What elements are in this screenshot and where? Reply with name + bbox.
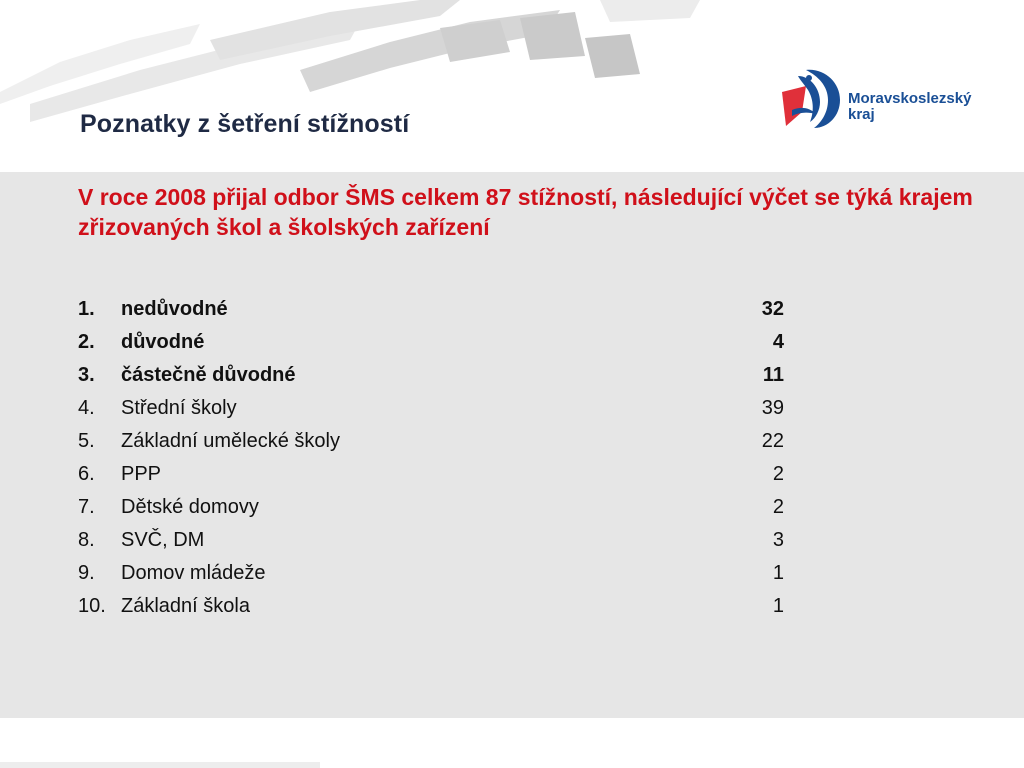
list-item-number: 6. [78, 463, 95, 485]
list-item-label: PPP [121, 463, 162, 485]
list-item-number: 4. [78, 397, 95, 419]
list-item-number: 5. [78, 430, 95, 452]
list-item-value: 11 [762, 364, 784, 386]
list-item-number: 2. [78, 331, 95, 353]
list-item-label: Střední školy [121, 397, 237, 419]
list-item-label: Domov mládeže [121, 562, 266, 584]
list-item-number: 9. [78, 562, 95, 584]
list-item [78, 293, 784, 326]
list-item-number: 1. [78, 298, 95, 320]
list-item-label: SVČ, DM [121, 529, 205, 551]
logo-text [848, 91, 971, 123]
list-item [78, 359, 784, 392]
list-item [78, 425, 784, 458]
list-item [78, 392, 784, 425]
logo [776, 66, 996, 132]
list-item [78, 491, 784, 524]
list-item-value: 22 [761, 430, 784, 452]
list-item [78, 326, 784, 359]
list-item-value: 39 [761, 397, 784, 419]
list-item-number: 3. [78, 364, 95, 386]
list-item-value: 3 [772, 529, 784, 551]
list-item-number: 7. [78, 496, 95, 518]
moravskoslezsky-kraj-emblem-icon [776, 66, 846, 132]
slide-title: Poznatky z šetření stížností [80, 110, 410, 138]
logo-text-line2: kraj [848, 106, 875, 123]
list-item-number: 10. [78, 595, 106, 617]
list-item-number: 8. [78, 529, 95, 551]
list-item-value: 2 [772, 496, 784, 518]
list-item-value: 1 [772, 595, 784, 617]
list-item [78, 590, 784, 623]
header-decoration [0, 0, 700, 172]
slide-footer [0, 718, 1024, 768]
complaints-list [78, 293, 784, 623]
list-item-value: 32 [761, 298, 784, 320]
slide-content [0, 172, 1024, 718]
list-item-label: Základní umělecké školy [121, 430, 340, 452]
list-item-label: Dětské domovy [121, 496, 259, 518]
list-item-value: 1 [772, 562, 784, 584]
list-item-label: Základní škola [121, 595, 250, 617]
logo-text-line1: Moravskoslezský [848, 90, 972, 107]
list-item [78, 557, 784, 590]
list-item-label: nedůvodné [121, 298, 228, 320]
list-item [78, 524, 784, 557]
footer-divider [0, 762, 320, 768]
list-item-value: 4 [772, 331, 784, 353]
slide-subtitle: V roce 2008 přijal odbor ŠMS celkem 87 stížností, následující výčet se týká krajem zřizovaných škol a školských zařízení [78, 184, 973, 240]
list-item-value: 2 [772, 463, 784, 485]
slide-header [0, 0, 1024, 172]
list-item-label: důvodné [121, 331, 205, 353]
list-item-label: částečně důvodné [121, 364, 296, 386]
list-item [78, 458, 784, 491]
